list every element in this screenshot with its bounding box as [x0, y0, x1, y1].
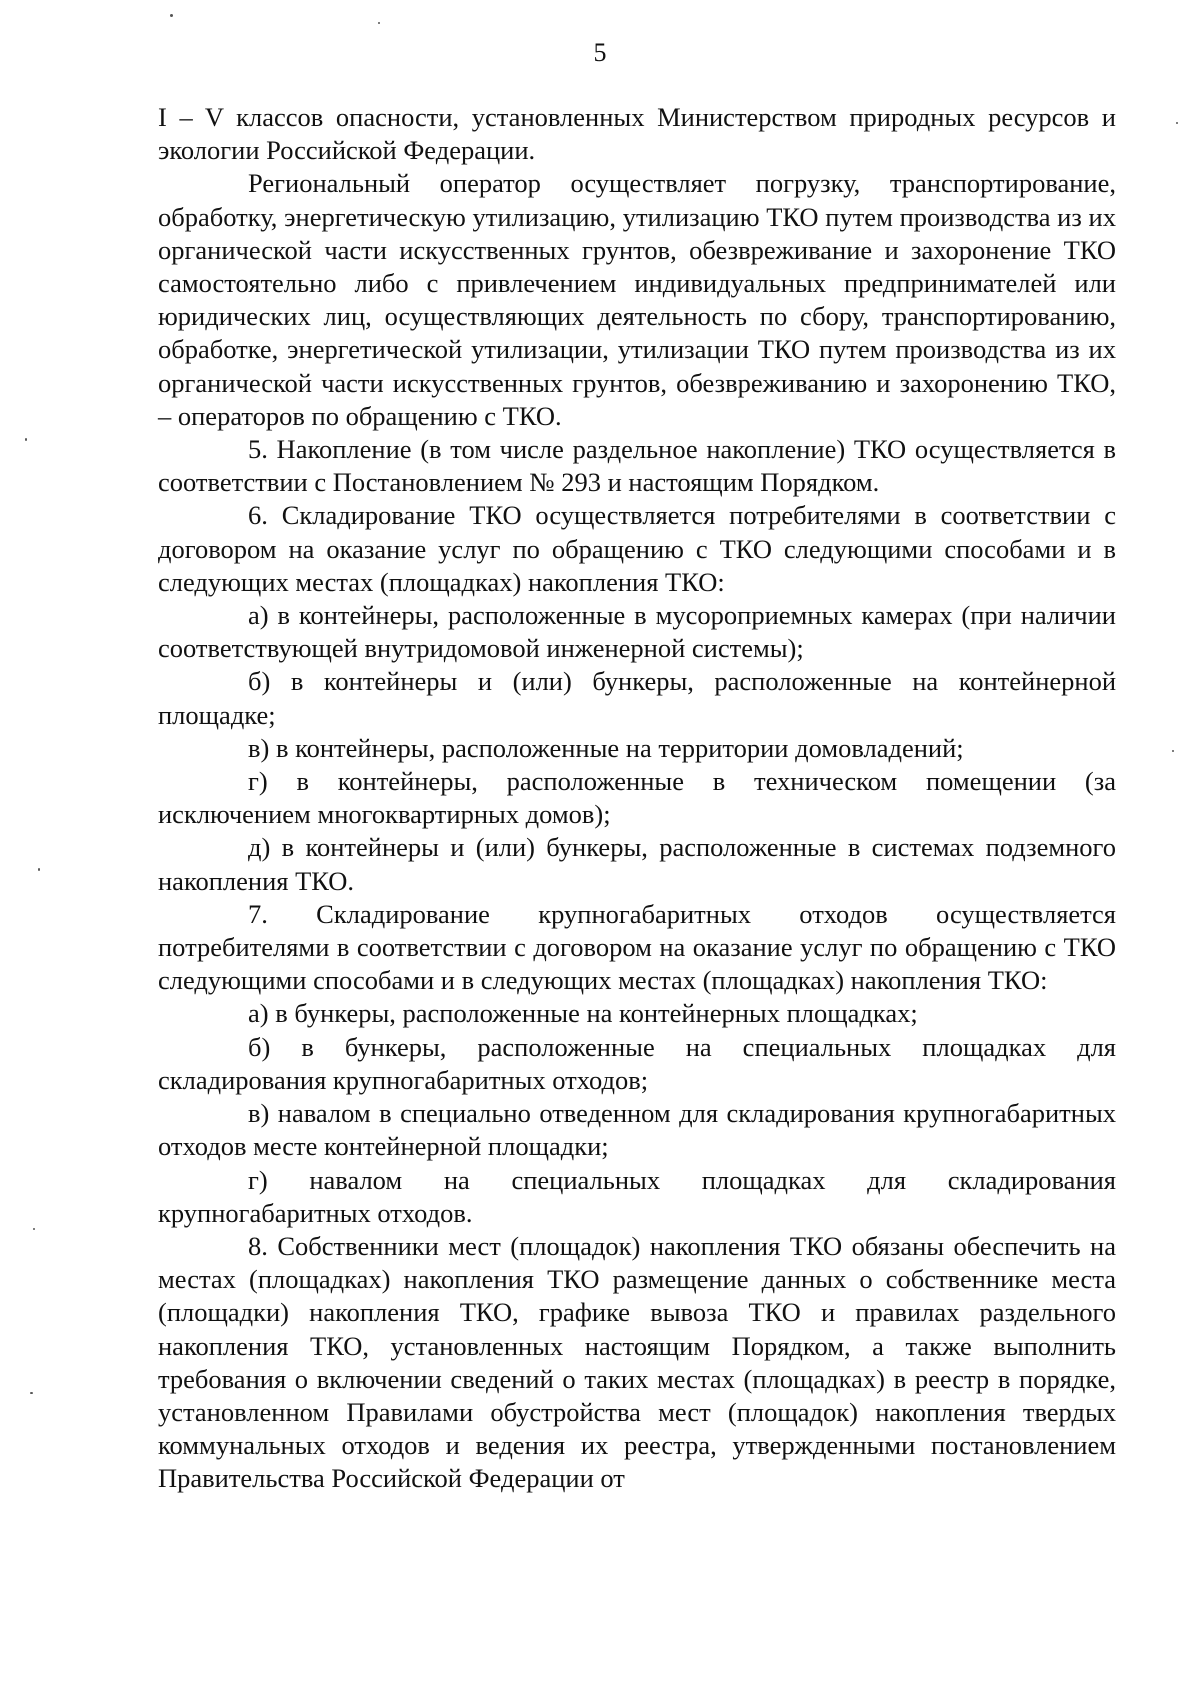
scan-speck	[1172, 750, 1174, 752]
paragraph-item-6d: д) в контейнеры и (или) бункеры, расположенные в системах подземного накопления ТКО.	[158, 832, 1116, 896]
scan-speck	[38, 868, 40, 871]
paragraph-item-7: 7. Складирование крупногабаритных отходов осуществляется потребителями в соответствии с договором на оказание услуг по обращению с ТКО следующими способами и в следующих местах (площадках) накопления ТКО:	[158, 898, 1116, 996]
paragraph-item-6: 6. Складирование ТКО осуществляется потребителями в соответствии с договором на оказание услуг по обращению с ТКО следующими способами и в следующих местах (площадках) накопления ТКО:	[158, 500, 1116, 597]
scan-speck	[378, 22, 380, 24]
page-number: 5	[593, 38, 607, 67]
paragraph-item-6a: а) в контейнеры, расположенные в мусороприемных камерах (при наличии соответствующей внутридомовой инженерной системы);	[158, 600, 1116, 664]
paragraph-item-7a: а) в бункеры, расположенные на контейнерных площадках;	[248, 998, 918, 1029]
paragraph-regional-operator: Региональный оператор осуществляет погрузку, транспортирование, обработку, энергетическую утилизацию, утилизацию ТКО путем производства из их органической части искусственных грунтов, обезвреживание и захоронение ТКО самостоятельно либо с привлечением индивидуальных предпринимателей или юридических лиц, осуществляющих деятельность по сбору, транспортированию, обработке, энергетической утилизации, утилизации ТКО путем производства из их органической части искусственных грунтов, обезвреживанию и захоронению ТКО, – операторов по обращению с ТКО.	[158, 168, 1116, 431]
paragraph-item-7b: б) в бункеры, расположенные на специальных площадках для складирования крупногабаритных отходов;	[158, 1031, 1116, 1095]
scan-speck	[1176, 122, 1178, 124]
paragraph-item-7g: г) навалом на специальных площадках для складирования крупногабаритных отходов.	[158, 1164, 1116, 1228]
scan-speck	[25, 438, 27, 441]
paragraph-item-5: 5. Накопление (в том числе раздельное накопление) ТКО осуществляется в соответствии с Постановлением № 293 и настоящим Порядком.	[158, 434, 1116, 498]
paragraph-item-7v: в) навалом в специально отведенном для складирования крупногабаритных отходов месте контейнерной площадки;	[158, 1098, 1116, 1162]
paragraph-hazard-classes: I – V классов опасности, установленных Министерством природных ресурсов и экологии Российской Федерации.	[158, 102, 1116, 166]
document-body	[158, 101, 1116, 1496]
paragraph-item-8: 8. Собственники мест (площадок) накопления ТКО обязаны обеспечить на местах (площадках) накопления ТКО размещение данных о собственнике места (площадки) накопления ТКО, графике вывоза ТКО и правилах раздельного накопления ТКО, установленных настоящим Порядком, а также выполнить требования о включении сведений о таких местах (площадках) в реестр в порядке, установленном Правилами обустройства мест (площадок) накопления твердых коммунальных отходов и ведения их реестра, утвержденными постановлением Правительства Российской Федерации от	[158, 1230, 1116, 1494]
scan-speck	[33, 1228, 35, 1230]
scan-speck	[30, 1392, 33, 1394]
paragraph-item-6g: г) в контейнеры, расположенные в техническом помещении (за исключением многоквартирных домов);	[158, 766, 1116, 830]
scan-speck	[170, 14, 173, 17]
paragraph-item-6v: в) в контейнеры, расположенные на территории домовладений;	[248, 732, 964, 763]
paragraph-item-6b: б) в контейнеры и (или) бункеры, расположенные на контейнерной площадке;	[158, 666, 1116, 730]
